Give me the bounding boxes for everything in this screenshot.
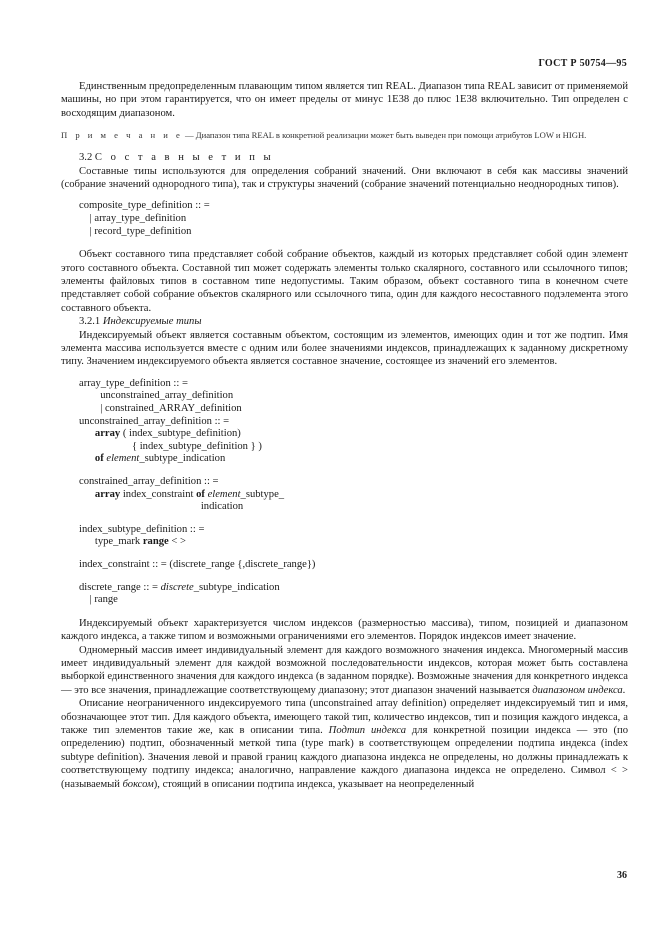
grammar-line: array index_constraint of element_subtype_	[94, 488, 285, 500]
grammar-line: of element_subtype_indication	[94, 453, 226, 465]
grammar-line: index_subtype_definition :: =	[79, 523, 205, 535]
grammar-line: | constrained_ARRAY_definition	[79, 403, 242, 415]
grammar-line: unconstrained_array_definition	[79, 390, 234, 402]
grammar-line: unconstrained_array_definition :: =	[79, 415, 230, 427]
paragraph-composite-types: Составные типы используются для определения собраний значений. Они включают в себя как массивы значений (собрание значений однородного типа), так и структуры значений (собрание значений потенциально неоднородных типов).	[61, 165, 628, 191]
section-title: С о с т а в н ы е т и п ы	[94, 152, 274, 164]
paragraph-one-dimensional: Одномерный массив имеет индивидуальный элемент для каждого возможного значения индекса. Многомерный массив имеет индивидуальный элемент для каждой возможной последовательности индексов, которая может быть составлена выборкой единственного значения для каждого индекса (в заданном порядке). Возможные значения для конкретного индекса — это все значения, принадлежащие соответствующему диапазону; этот диапазон значений называется диапазоном индекса.	[61, 644, 628, 696]
grammar-line: constrained_array_definition :: =	[79, 476, 219, 488]
section-title: Индексируемые типы	[102, 316, 202, 328]
note-label: П р и м е ч а н и е	[61, 130, 183, 141]
grammar-line: | range	[79, 594, 118, 606]
section-number: 3.2	[79, 152, 93, 164]
note-text: — Диапазон типа REAL в конкретной реализации может быть выведен при помощи атрибутов LOW и HIGH.	[182, 130, 587, 141]
grammar-line: { index_subtype_definition } )	[131, 440, 262, 452]
grammar-composite-type	[79, 200, 628, 238]
grammar-line: | record_type_definition	[79, 225, 192, 237]
grammar-line: composite_type_definition :: =	[79, 200, 210, 212]
grammar-array-type	[79, 378, 628, 607]
grammar-line: | array_type_definition	[79, 213, 187, 225]
grammar-line: array_type_definition :: =	[79, 377, 188, 389]
grammar-line: type_mark range < >	[94, 536, 186, 548]
grammar-line: array ( index_subtype_definition)	[94, 428, 241, 440]
grammar-line: indication	[200, 501, 244, 513]
page-body	[61, 80, 628, 791]
grammar-line: discrete_range :: = discrete_subtype_indication	[79, 581, 280, 593]
section-number: 3.2.1	[79, 316, 101, 328]
paragraph-indexed-characteristics: Индексируемый объект характеризуется числом индексов (размерностью массива), типом, позицией и диапазоном каждого индекса, а также типом и возможными ограничениями его элементов. Порядок индексов имеет значение.	[61, 617, 628, 643]
running-header: ГОСТ Р 50754—95	[538, 58, 627, 69]
grammar-line: index_constraint :: = (discrete_range {,discrete_range})	[79, 559, 316, 570]
paragraph-composite-object: Объект составного типа представляет собой собрание объектов, каждый из которых представляет собой один элемент этого составного объекта. Составной тип может содержать элементы только скалярного, составного или ссылочного типов; элементы файловых типов в составном типе недопустимы. Таким образом, объект составного типа в конечном счете представляет собой собрание объектов скалярного или ссылочного типа, один для каждого несоставного подэлемента этого составного объекта.	[61, 249, 628, 314]
page-number: 36	[617, 870, 627, 881]
paragraph-real-type: Единственным предопределенным плавающим типом является тип REAL. Диапазон типа REAL зависит от применяемой машины, но при этом гарантируется, что он имеет пределы от минус 1E38 до плюс 1E38 включительно. Тип определен с восходящим диапазоном.	[61, 81, 628, 119]
section-heading-3-2-1	[79, 315, 628, 328]
paragraph-unconstrained-array: Описание неограниченного индексируемого типа (unconstrained array definition) определяет индексируемый тип и имя, обозначающее этот тип. Для каждого объекта, имеющего такой тип, количество индексов, тип и позиция каждого индекса, а также тип элементов такие же, как в описании типа. Подтип индекса для конкретной позиции индекса — это (по определению) подтип, обозначенный меткой типа (type mark) в соответствующем определении подтипа индекса (index subtype definition). Значения левой и правой границ каждого диапазона индекса не определены, но должны принадлежать к соответствующему подтипу индекса; аналогично, направление каждого диапазона индекса не определено. Символ < > (называемый боксом), стоящий в описании подтипа индекса, указывает на неопределенный	[61, 698, 628, 790]
section-heading-3-2	[79, 151, 628, 164]
paragraph-indexed-object: Индексируемый объект является составным объектом, состоящим из элементов, имеющих один и тот же подтип. Имя элемента массива используется вместе с одним или более значениями индексов, принадлежащих к заданному дискретному типу. Значением индексируемого объекта является составное значение, состоящее из значений его элементов.	[61, 329, 628, 368]
note	[61, 130, 628, 141]
